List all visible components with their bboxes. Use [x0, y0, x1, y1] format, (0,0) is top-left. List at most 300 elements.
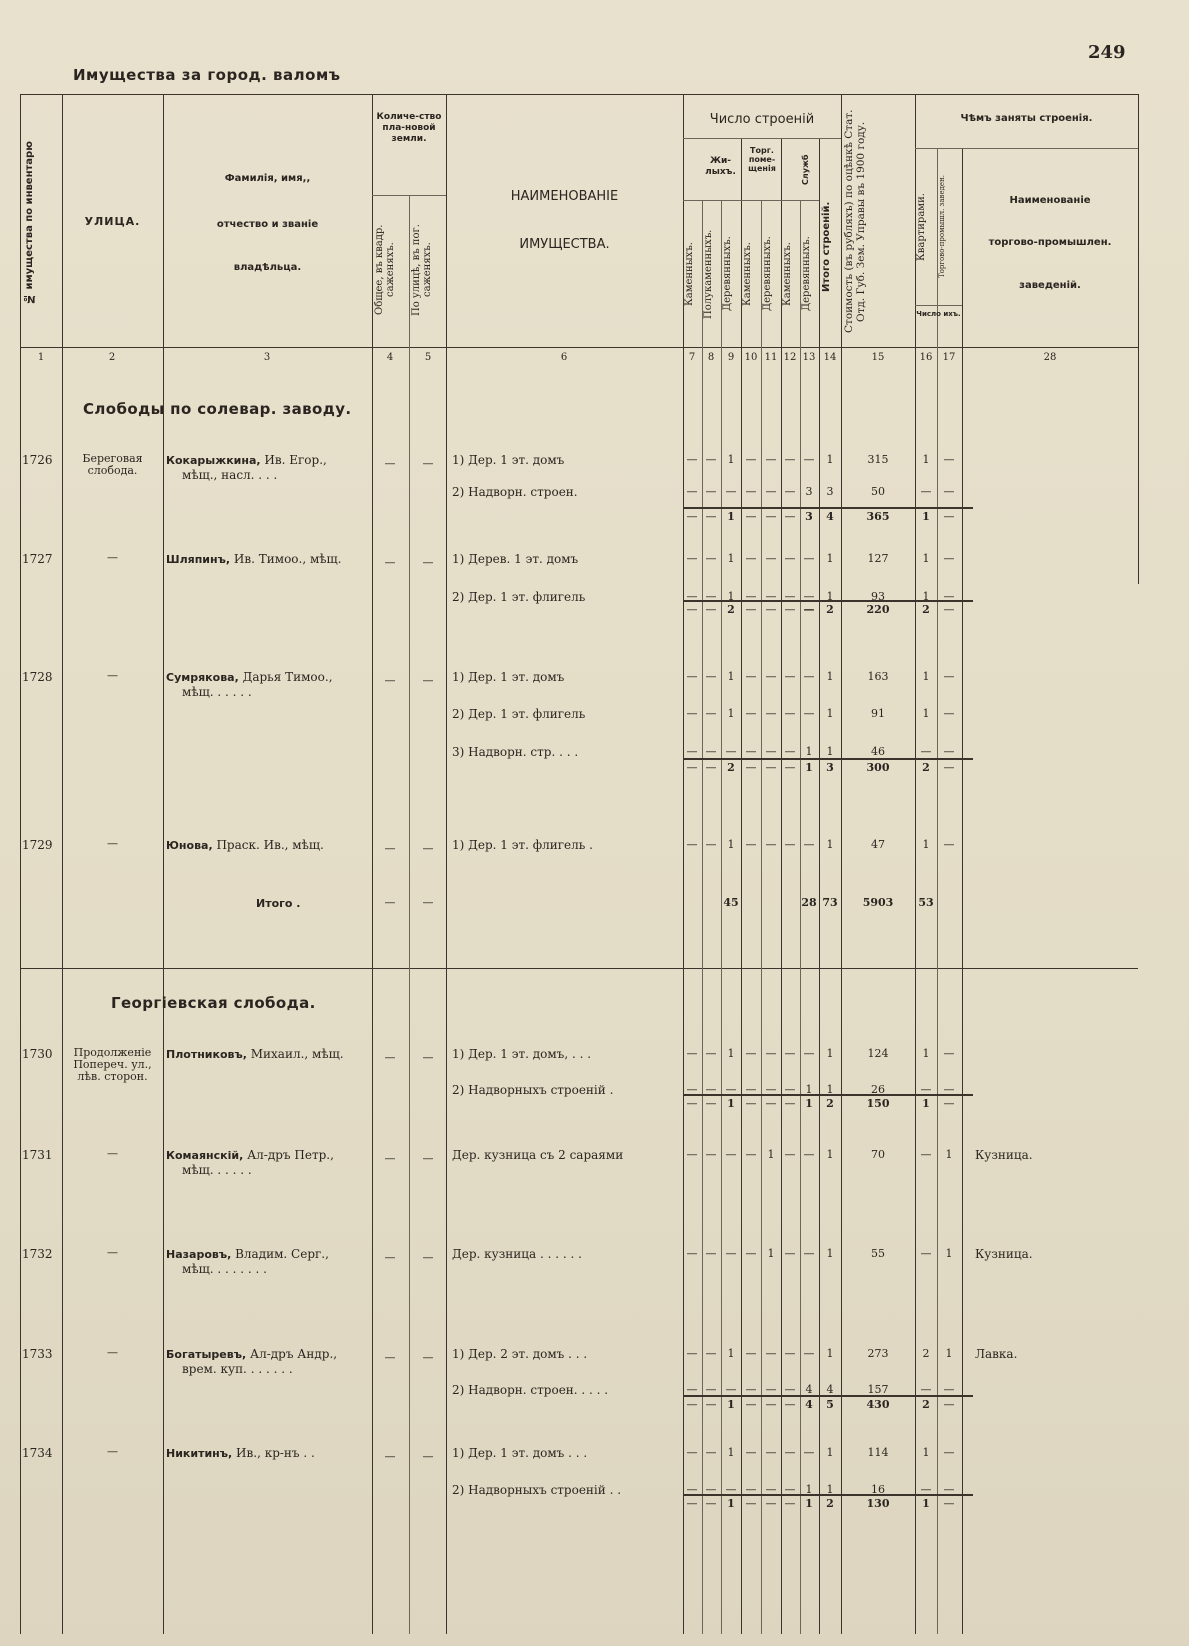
subtotal-b9: 2 — [727, 603, 735, 616]
value-c16: — — [920, 1483, 932, 1496]
building-b10: — — [745, 1148, 757, 1161]
column-number: 7 — [688, 352, 696, 363]
col-enterprise-name-header-l3: заведеній. — [1019, 280, 1081, 291]
col-line-5 — [446, 94, 447, 1634]
col-value-header: Стоимость (въ рубляхъ) по оцѣнкѣ Стат. Отд. Губ. Зем. Управы въ 1900 году. — [843, 109, 867, 334]
column-number: 9 — [727, 352, 735, 363]
subtotal-c17: — — [943, 603, 955, 616]
subtotal-b7: — — [686, 510, 698, 523]
subtotal-b8: — — [705, 1097, 717, 1110]
value-c17: — — [943, 1446, 955, 1459]
owner-surname: Кокарыжкина, — [166, 454, 261, 467]
value-b14: 1 — [826, 1446, 834, 1459]
building-b10: — — [745, 838, 757, 851]
subtotal-b8: — — [705, 603, 717, 616]
building-b9: 1 — [727, 1047, 735, 1060]
building-b9: 1 — [727, 838, 735, 851]
subtotal-b11: — — [765, 1497, 777, 1510]
column-number: 17 — [942, 352, 956, 363]
subtotal-b13: 1 — [805, 1497, 813, 1510]
subtotal-b13: — — [803, 603, 815, 616]
building-b11: — — [765, 485, 777, 498]
building-b8: — — [705, 1083, 717, 1096]
subtotal-c15: 130 — [866, 1497, 890, 1510]
dash-cell: — — [384, 674, 396, 687]
subtotal-rule — [683, 1494, 973, 1496]
building-b9: 1 — [727, 552, 735, 565]
building-b7: — — [686, 838, 698, 851]
col-line-3 — [372, 94, 373, 1634]
page-header-title: Имущества за город. валомъ — [73, 66, 341, 84]
building-b10: — — [745, 1047, 757, 1060]
building-b12: — — [784, 1383, 796, 1396]
col-service-header: Служб — [801, 154, 810, 186]
subtotal-b13: 1 — [805, 1097, 813, 1110]
property-item: 1) Дер. 1 эт. флигель . — [452, 838, 593, 852]
building-b8: — — [705, 1383, 717, 1396]
subtotal-b11: — — [765, 761, 777, 774]
property-item: Дер. кузница . . . . . . — [452, 1247, 582, 1261]
property-item: Дер. кузница съ 2 сараями — [452, 1148, 624, 1162]
value-c16: — — [920, 745, 932, 758]
value-c15: 163 — [867, 670, 889, 683]
column-number: 4 — [386, 352, 394, 363]
value-c15: 47 — [871, 838, 885, 851]
record-street: — — [107, 1445, 118, 1458]
subtotal-c15: 430 — [866, 1398, 890, 1411]
col-land-header: Количе-ство пла-новой земли. — [376, 112, 442, 144]
value-b14: 4 — [826, 1383, 834, 1396]
subtotal-b11: — — [765, 1097, 777, 1110]
building-b10: — — [745, 552, 757, 565]
itogo-label — [256, 896, 300, 911]
value-c16: 2 — [922, 1347, 930, 1360]
building-b8: — — [705, 1446, 717, 1459]
subtotal-c17: — — [943, 761, 955, 774]
dash-cell: — — [384, 842, 396, 855]
building-b7: — — [686, 1148, 698, 1161]
record-owner: Богатыревъ, Ал-дръ Андр., врем. куп. . . . . . . — [166, 1347, 338, 1376]
building-b9: — — [725, 485, 737, 498]
building-b8: — — [705, 453, 717, 466]
value-b14: 1 — [826, 590, 834, 603]
building-b8: — — [705, 670, 717, 683]
building-b11: — — [765, 1483, 777, 1496]
subtotal-c17: — — [943, 1398, 955, 1411]
value-c15: 91 — [871, 707, 885, 720]
building-b13: — — [803, 1247, 815, 1260]
building-b7: — — [686, 745, 698, 758]
building-b11: — — [765, 552, 777, 565]
building-b12: — — [784, 1148, 796, 1161]
value-c16: — — [920, 1083, 932, 1096]
land-sub-rule — [372, 195, 446, 196]
value-b14: 1 — [826, 453, 834, 466]
subtotal-b12: — — [784, 1398, 796, 1411]
value-c17: — — [943, 1483, 955, 1496]
page-number: 249 — [1088, 42, 1126, 63]
col-line-2 — [163, 94, 164, 1634]
subtotal-b13: 4 — [805, 1398, 813, 1411]
col-land-total-header: Общее, въ квадр. саженяхъ. — [374, 224, 396, 316]
column-number: 6 — [560, 352, 568, 363]
col-living-header: Жи-лыхъ. — [705, 156, 736, 177]
building-b12: — — [784, 1347, 796, 1360]
itogo-b13: 28 — [801, 896, 817, 909]
building-b7: — — [686, 1247, 698, 1260]
record-street: Береговая слобода. — [82, 452, 143, 477]
building-b13: — — [803, 707, 815, 720]
owner-surname: Комаянскій, — [166, 1149, 244, 1162]
dash-cell: — — [422, 896, 434, 909]
owner-surname: Никитинъ, — [166, 1447, 233, 1460]
subtotal-c16: 2 — [922, 761, 930, 774]
value-b14: 1 — [826, 707, 834, 720]
value-c17: — — [943, 745, 955, 758]
subtotal-c17: — — [943, 510, 955, 523]
buildings-sub-rule — [683, 138, 841, 139]
subtotal-rule — [683, 600, 973, 602]
record-owner: Никитинъ, Ив., кр-нъ . . — [166, 1446, 315, 1460]
building-b7: — — [686, 670, 698, 683]
occupied-sub-rule — [915, 148, 1138, 149]
col-line-12 — [800, 200, 801, 1634]
building-b8: — — [705, 745, 717, 758]
value-c15: 70 — [871, 1148, 885, 1161]
subtotal-b14: 4 — [826, 510, 834, 523]
building-b8: — — [705, 485, 717, 498]
building-b7: — — [686, 707, 698, 720]
value-c17: 1 — [945, 1148, 953, 1161]
col-line-17 — [962, 148, 963, 1634]
building-b8: — — [705, 707, 717, 720]
building-b13: — — [803, 670, 815, 683]
record-owner: Шляпинъ, Ив. Тимоо., мѣщ. — [166, 552, 342, 566]
value-c16: — — [920, 1383, 932, 1396]
building-b10: — — [745, 453, 757, 466]
building-b8: — — [705, 1483, 717, 1496]
column-number: 5 — [424, 352, 432, 363]
subtotal-b10: — — [745, 1497, 757, 1510]
itogo-c16: 53 — [918, 896, 934, 909]
owner-surname: Богатыревъ, — [166, 1348, 247, 1361]
subtotal-b9: 1 — [727, 510, 735, 523]
dash-cell: — — [422, 457, 434, 470]
value-b14: 3 — [826, 485, 834, 498]
subtotal-c16: 1 — [922, 1097, 930, 1110]
record-street: Продолженіе Попереч. ул., лѣв. сторон. — [73, 1046, 152, 1083]
dash-cell: — — [384, 1152, 396, 1165]
building-b8: — — [705, 552, 717, 565]
building-b12: — — [784, 1047, 796, 1060]
building-b11: — — [765, 1446, 777, 1459]
record-street: — — [107, 837, 118, 850]
col-count-header: Число ихъ. — [916, 310, 961, 318]
building-b9: — — [725, 745, 737, 758]
value-c17: 1 — [945, 1247, 953, 1260]
col-b10-header: Каменныхъ. — [742, 242, 753, 306]
col-owner-header-l3: владѣльца. — [233, 262, 302, 273]
building-b13: — — [803, 1047, 815, 1060]
building-b12: — — [784, 707, 796, 720]
building-b11: — — [765, 707, 777, 720]
dash-cell: — — [384, 1351, 396, 1364]
record-owner: Назаровъ, Владим. Серг., мѣщ. . . . . . . . — [166, 1247, 329, 1276]
building-b11: — — [765, 1347, 777, 1360]
subtotal-b14: 2 — [826, 1497, 834, 1510]
column-number: 13 — [802, 352, 816, 363]
building-b12: — — [784, 838, 796, 851]
value-b14: 1 — [826, 552, 834, 565]
col-b11-header: Деревянныхъ. — [762, 236, 773, 312]
value-c16: — — [920, 485, 932, 498]
value-c17: 1 — [945, 1347, 953, 1360]
value-b14: 1 — [826, 745, 834, 758]
subtotal-b10: — — [745, 761, 757, 774]
value-c17: — — [943, 485, 955, 498]
col-inventory-number-header: № имущества по инвентарю — [24, 141, 35, 304]
dash-cell: — — [422, 842, 434, 855]
subtotal-b7: — — [686, 1497, 698, 1510]
itogo-text: Итого . — [256, 897, 301, 910]
value-c16: 1 — [922, 670, 930, 683]
value-c15: 55 — [871, 1247, 885, 1260]
value-c15: 273 — [867, 1347, 889, 1360]
building-b10: — — [745, 707, 757, 720]
property-item: 2) Надворн. строен. . . . . — [452, 1383, 609, 1397]
col-line-16 — [937, 148, 938, 1634]
subtotal-b8: — — [705, 510, 717, 523]
building-b10: — — [745, 670, 757, 683]
building-b12: — — [784, 670, 796, 683]
building-b8: — — [705, 1347, 717, 1360]
building-b13: 1 — [805, 745, 813, 758]
count-sub-rule — [915, 305, 962, 306]
building-b13: — — [803, 1446, 815, 1459]
building-b10: — — [745, 1083, 757, 1096]
subtotal-b8: — — [705, 1398, 717, 1411]
building-b10: — — [745, 1347, 757, 1360]
subtotal-b9: 1 — [727, 1097, 735, 1110]
building-b11: — — [765, 1047, 777, 1060]
subtotal-rule — [683, 758, 973, 760]
value-b14: 1 — [826, 1483, 834, 1496]
value-c16: 1 — [922, 590, 930, 603]
itogo-c15: 5903 — [862, 896, 894, 909]
subtotal-c16: 2 — [922, 1398, 930, 1411]
building-b11: — — [765, 670, 777, 683]
building-b8: — — [705, 1247, 717, 1260]
building-b7: — — [686, 1047, 698, 1060]
value-b14: 1 — [826, 1247, 834, 1260]
building-b9: 1 — [727, 590, 735, 603]
subtotal-c16: 1 — [922, 1497, 930, 1510]
value-b14: 1 — [826, 1148, 834, 1161]
subtotal-rule — [683, 1094, 973, 1096]
building-b7: — — [686, 552, 698, 565]
building-b9: — — [725, 1083, 737, 1096]
subtotal-c16: 2 — [922, 603, 930, 616]
value-b14: 1 — [826, 1347, 834, 1360]
value-c15: 315 — [867, 453, 889, 466]
column-number: 12 — [783, 352, 797, 363]
building-b9: — — [725, 1483, 737, 1496]
building-b8: — — [705, 590, 717, 603]
col-property-header-l2: ИМУЩЕСТВА. — [519, 237, 610, 252]
subtotal-b9: 1 — [727, 1497, 735, 1510]
building-b12: — — [784, 1483, 796, 1496]
record-number: 1728 — [22, 670, 53, 684]
value-c16: — — [920, 1247, 932, 1260]
value-c15: 127 — [867, 552, 889, 565]
column-number: 10 — [744, 352, 758, 363]
record-street: — — [107, 1346, 118, 1359]
subtotal-b7: — — [686, 1097, 698, 1110]
building-b7: — — [686, 1446, 698, 1459]
building-b11: — — [765, 453, 777, 466]
building-b10: — — [745, 745, 757, 758]
building-b11: 1 — [767, 1148, 775, 1161]
value-c15: 93 — [871, 590, 885, 603]
building-b9: — — [725, 1247, 737, 1260]
table-top-rule — [20, 94, 1138, 95]
subtotal-b10: — — [745, 1097, 757, 1110]
building-b12: — — [784, 485, 796, 498]
record-owner: Комаянскій, Ал-дръ Петр., мѣщ. . . . . . — [166, 1148, 334, 1177]
property-item: 3) Надворн. стр. . . . — [452, 745, 579, 759]
col-line-1 — [62, 94, 63, 1634]
property-item: 1) Дерев. 1 эт. домъ — [452, 552, 579, 566]
building-b11: — — [765, 838, 777, 851]
building-b12: — — [784, 745, 796, 758]
subtotal-b11: — — [765, 510, 777, 523]
building-b7: — — [686, 1483, 698, 1496]
building-b13: — — [803, 453, 815, 466]
value-c17: — — [943, 838, 955, 851]
building-b7: — — [686, 1383, 698, 1396]
building-b9: 1 — [727, 670, 735, 683]
building-b13: — — [803, 590, 815, 603]
col-enterprises-header: Торгово-промышл. заведен. — [938, 175, 946, 279]
col-line-10 — [761, 200, 762, 1634]
subtotal-b14: 2 — [826, 1097, 834, 1110]
building-b12: — — [784, 590, 796, 603]
value-c15: 46 — [871, 745, 885, 758]
section-title-georgievskaya: Георгіевская слобода. — [111, 994, 316, 1012]
building-b12: — — [784, 1247, 796, 1260]
value-b14: 1 — [826, 838, 834, 851]
value-c16: 1 — [922, 707, 930, 720]
property-item: 2) Надворн. строен. — [452, 485, 578, 499]
col-line-4 — [409, 195, 410, 1634]
col-buildings-group-header: Число строеній — [709, 112, 815, 127]
section-title-salt-works: Слободы по солевар. заводу. — [83, 400, 352, 418]
dash-cell: — — [422, 1251, 434, 1264]
value-c16: 1 — [922, 453, 930, 466]
property-item: 1) Дер. 2 эт. домъ . . . — [452, 1347, 588, 1361]
building-b9: 1 — [727, 1446, 735, 1459]
subtotal-b7: — — [686, 603, 698, 616]
property-item: 1) Дер. 1 эт. домъ . . . — [452, 1446, 588, 1460]
subtotal-c17: — — [943, 1097, 955, 1110]
itogo-b9: 45 — [723, 896, 739, 909]
frame-right — [1138, 94, 1139, 584]
value-c17: — — [943, 453, 955, 466]
record-number: 1733 — [22, 1347, 53, 1361]
subtotal-b11: — — [765, 1398, 777, 1411]
col-b12-header: Каменныхъ. — [782, 242, 793, 306]
enterprise-name: Лавка. — [975, 1347, 1018, 1361]
subtotal-rule — [683, 507, 973, 509]
dash-cell: — — [422, 1051, 434, 1064]
property-item: 1) Дер. 1 эт. домъ — [452, 453, 565, 467]
record-owner: Кокарыжкина, Ив. Егор., мѣщ., насл. . . . — [166, 453, 327, 482]
building-b12: — — [784, 552, 796, 565]
value-c17: — — [943, 1083, 955, 1096]
subtotal-c17: — — [943, 1497, 955, 1510]
building-b9: 1 — [727, 707, 735, 720]
section-divider-rule — [20, 968, 1138, 969]
column-number: 16 — [919, 352, 933, 363]
column-number: 1 — [37, 352, 45, 363]
dash-cell: — — [422, 674, 434, 687]
building-b13: — — [803, 838, 815, 851]
subtotal-b14: 3 — [826, 761, 834, 774]
building-b13: 1 — [805, 1483, 813, 1496]
dash-cell: — — [384, 556, 396, 569]
record-number: 1729 — [22, 838, 53, 852]
building-b8: — — [705, 1148, 717, 1161]
header-bottom-rule — [20, 347, 1138, 348]
col-land-street-header: По улицѣ, въ пог. саженяхъ. — [411, 224, 433, 316]
record-number: 1734 — [22, 1446, 53, 1460]
building-b12: — — [784, 1446, 796, 1459]
value-c16: 1 — [922, 552, 930, 565]
property-item: 2) Надворныхъ строеній . . — [452, 1483, 622, 1497]
building-b10: — — [745, 1446, 757, 1459]
col-enterprise-name-header-l1: Наименованіе — [1009, 195, 1091, 206]
col-total-buildings-header: Итого строеній. — [821, 201, 832, 292]
building-b13: — — [803, 1347, 815, 1360]
owner-surname: Сумрякова, — [166, 671, 239, 684]
building-b13: 1 — [805, 1083, 813, 1096]
record-owner: Сумрякова, Дарья Тимоо., мѣщ. . . . . . — [166, 670, 333, 699]
subtotal-b12: — — [784, 1497, 796, 1510]
value-c16: 1 — [922, 838, 930, 851]
building-b9: — — [725, 1148, 737, 1161]
subtotal-b10: — — [745, 1398, 757, 1411]
subtotal-b9: 2 — [727, 761, 735, 774]
record-number: 1731 — [22, 1148, 53, 1162]
col-trade-header: Торг. поме-щенія — [748, 146, 776, 173]
building-b10: — — [745, 1383, 757, 1396]
subtotal-c15: 300 — [866, 761, 890, 774]
value-c17: — — [943, 1047, 955, 1060]
building-b10: — — [745, 485, 757, 498]
property-item: 2) Дер. 1 эт. флигель — [452, 590, 586, 604]
record-street: — — [107, 551, 118, 564]
dash-cell: — — [422, 1351, 434, 1364]
value-c16: — — [920, 1148, 932, 1161]
value-b14: 1 — [826, 1083, 834, 1096]
building-b11: — — [765, 1383, 777, 1396]
dash-cell: — — [422, 1450, 434, 1463]
building-b9: 1 — [727, 1347, 735, 1360]
enterprise-name: Кузница. — [975, 1247, 1033, 1261]
building-b8: — — [705, 838, 717, 851]
building-b13: 4 — [805, 1383, 813, 1396]
record-number: 1727 — [22, 552, 53, 566]
